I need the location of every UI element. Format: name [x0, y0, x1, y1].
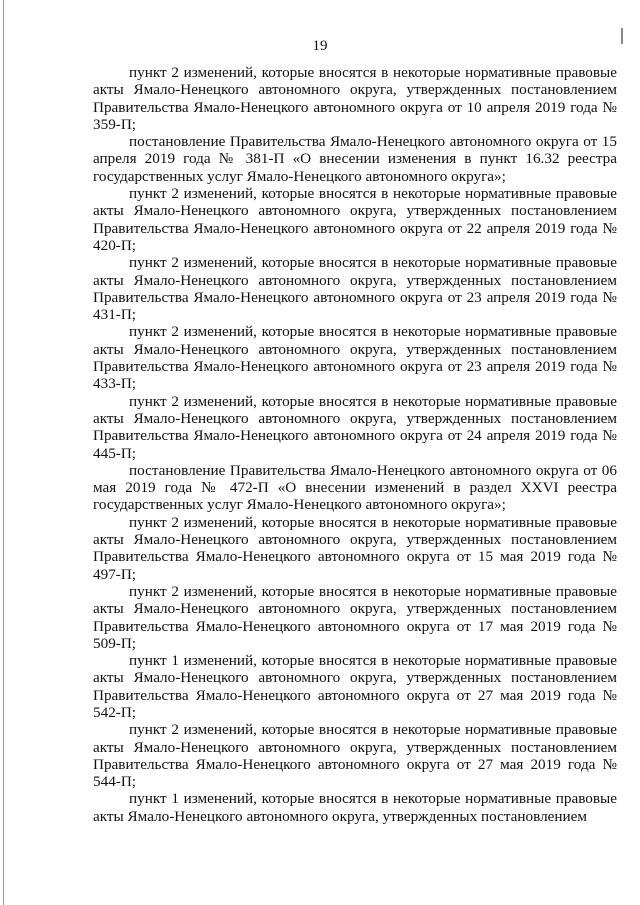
- scan-edge-line: [3, 0, 4, 905]
- paragraph-11: пункт 2 изменений, которые вносятся в некоторые нормативные правовые акты Ямало-Ненецкого автономного округа, утвержденных постановлением Правительства Ямало-Ненецкого автономного округа от 27 мая 2019 года № 544-П;: [93, 721, 617, 791]
- paragraph-10: пункт 1 изменений, которые вносятся в некоторые нормативные правовые акты Ямало-Ненецкого автономного округа, утвержденных постановлением Правительства Ямало-Ненецкого автономного округа от 27 мая 2019 года № 542-П;: [93, 652, 617, 721]
- paragraph-1: пункт 2 изменений, которые вносятся в некоторые нормативные правовые акты Ямало-Ненецкого автономного округа, утвержденных постановлением Правительства Ямало-Ненецкого автономного округа от 10 апреля 2019 года № 359-П;: [93, 64, 617, 133]
- paragraph-6: пункт 2 изменений, которые вносятся в некоторые нормативные правовые акты Ямало-Ненецкого автономного округа, утвержденных постановлением Правительства Ямало-Ненецкого автономного округа от 24 апреля 2019 года № 445-П;: [93, 392, 617, 462]
- paragraph-8: пункт 2 изменений, которые вносятся в некоторые нормативные правовые акты Ямало-Ненецкого автономного округа, утвержденных постановлением Правительства Ямало-Ненецкого автономного округа от 15 мая 2019 года № 497-П;: [93, 513, 617, 583]
- document-body: [93, 64, 617, 825]
- paragraph-12: пункт 1 изменений, которые вносятся в некоторые нормативные правовые акты Ямало-Ненецкого автономного округа, утвержденных постановлением: [93, 790, 617, 825]
- page-number: 19: [312, 38, 328, 54]
- paragraph-4: пункт 2 изменений, которые вносятся в некоторые нормативные правовые акты Ямало-Ненецкого автономного округа, утвержденных постановлением Правительства Ямало-Ненецкого автономного округа от 23 апреля 2019 года № 431-П;: [93, 254, 617, 324]
- paragraph-3: пункт 2 изменений, которые вносятся в некоторые нормативные правовые акты Ямало-Ненецкого автономного округа, утвержденных постановлением Правительства Ямало-Ненецкого автономного округа от 22 апреля 2019 года № 420-П;: [93, 185, 617, 254]
- paragraph-2: постановление Правительства Ямало-Ненецкого автономного округа от 15 апреля 2019 года № 381-П «О внесении изменения в пункт 16.32 реестра государственных услуг Ямало-Ненецкого автономного округа»;: [93, 133, 617, 185]
- paragraph-7: постановление Правительства Ямало-Ненецкого автономного округа от 06 мая 2019 года № 472-П «О внесении изменений в раздел XXVI реестра государственных услуг Ямало-Ненецкого автономного округа»;: [93, 461, 617, 514]
- paragraph-9: пункт 2 изменений, которые вносятся в некоторые нормативные правовые акты Ямало-Ненецкого автономного округа, утвержденных постановлением Правительства Ямало-Ненецкого автономного округа от 17 мая 2019 года № 509-П;: [93, 582, 617, 652]
- paragraph-5: пункт 2 изменений, которые вносятся в некоторые нормативные правовые акты Ямало-Ненецкого автономного округа, утвержденных постановлением Правительства Ямало-Ненецкого автономного округа от 23 апреля 2019 года № 433-П;: [93, 323, 617, 393]
